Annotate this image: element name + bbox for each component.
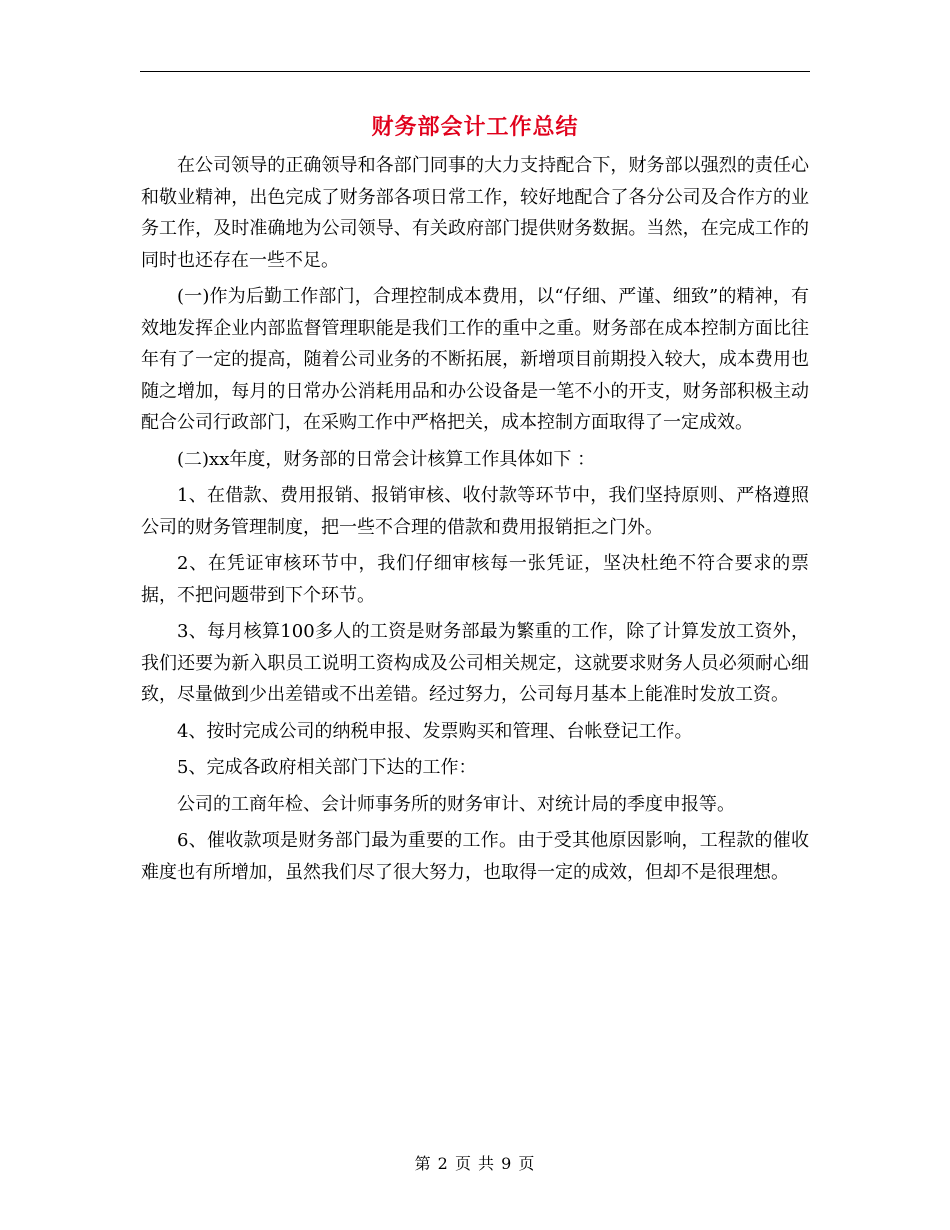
paragraph-accounting-heading: (二)xx年度，财务部的日常会计核算工作具体如下 ： <box>177 448 596 470</box>
paragraph-item-3: 3、每月核算100多人的工资是财务部最为繁重的工作，除了计算发放工资外，我们还要为新入职员工说明工资构成及公司相关规定，这就要求财务人员必须耐心细致，尽量做到少出差错或不出差错。经过努力，公司每月基本上能准时发放工资。 <box>141 621 809 705</box>
document-body <box>141 150 809 893</box>
paragraph-intro: 在公司领导的正确领导和各部门同事的大力支持配合下，财务部以强烈的责任心和敬业精神，出色完成了财务部各项日常工作，较好地配合了各分公司及合作方的业务工作，及时准确地为公司领导、有关政府部门提供财务数据。当然，在完成工作的同时也还存在一些不足。 <box>141 155 809 271</box>
paragraph-item-5-detail: 公司的工商年检、会计师事务所的财务审计、对统计局的季度申报等。 <box>177 793 735 815</box>
paragraph-item-4: 4、按时完成公司的纳税申报、发票购买和管理、台帐登记工作。 <box>177 720 693 742</box>
document-title: 财务部会计工作总结 <box>371 114 579 140</box>
paragraph-item-2: 2、在凭证审核环节中，我们仔细审核每一张凭证，坚决杜绝不符合要求的票据，不把问题带到下个环节。 <box>141 553 809 606</box>
paragraph-item-5: 5、完成各政府相关部门下达的工作： <box>177 757 477 778</box>
paragraph-item-1: 1、在借款、费用报销、报销审核、收付款等环节中，我们坚持原则、严格遵照公司的财务管理制度，把一些不合理的借款和费用报销拒之门外。 <box>141 485 809 538</box>
paragraph-item-6: 6、催收款项是财务部门最为重要的工作。由于受其他原因影响，工程款的催收难度也有所增加，虽然我们尽了很大努力，也取得一定的成效，但却不是很理想。 <box>141 830 809 883</box>
header-rule <box>140 71 810 72</box>
page-indicator: 第 2 页 共 9 页 <box>414 1154 536 1173</box>
paragraph-cost-control: (一)作为后勤工作部门，合理控制成本费用，以“仔细、严谨、细致”的精神，有效地发挥企业内部监督管理职能是我们工作的重中之重。财务部在成本控制方面比往年有了一定的提高，随着公司业务的不断拓展，新增项目前期投入较大，成本费用也随之增加，每月的日常办公消耗用品和办公设备是一笔不小的开支，财务部积极主动配合公司行政部门，在采购工作中严格把关，成本控制方面取得了一定成效。 <box>141 286 809 433</box>
